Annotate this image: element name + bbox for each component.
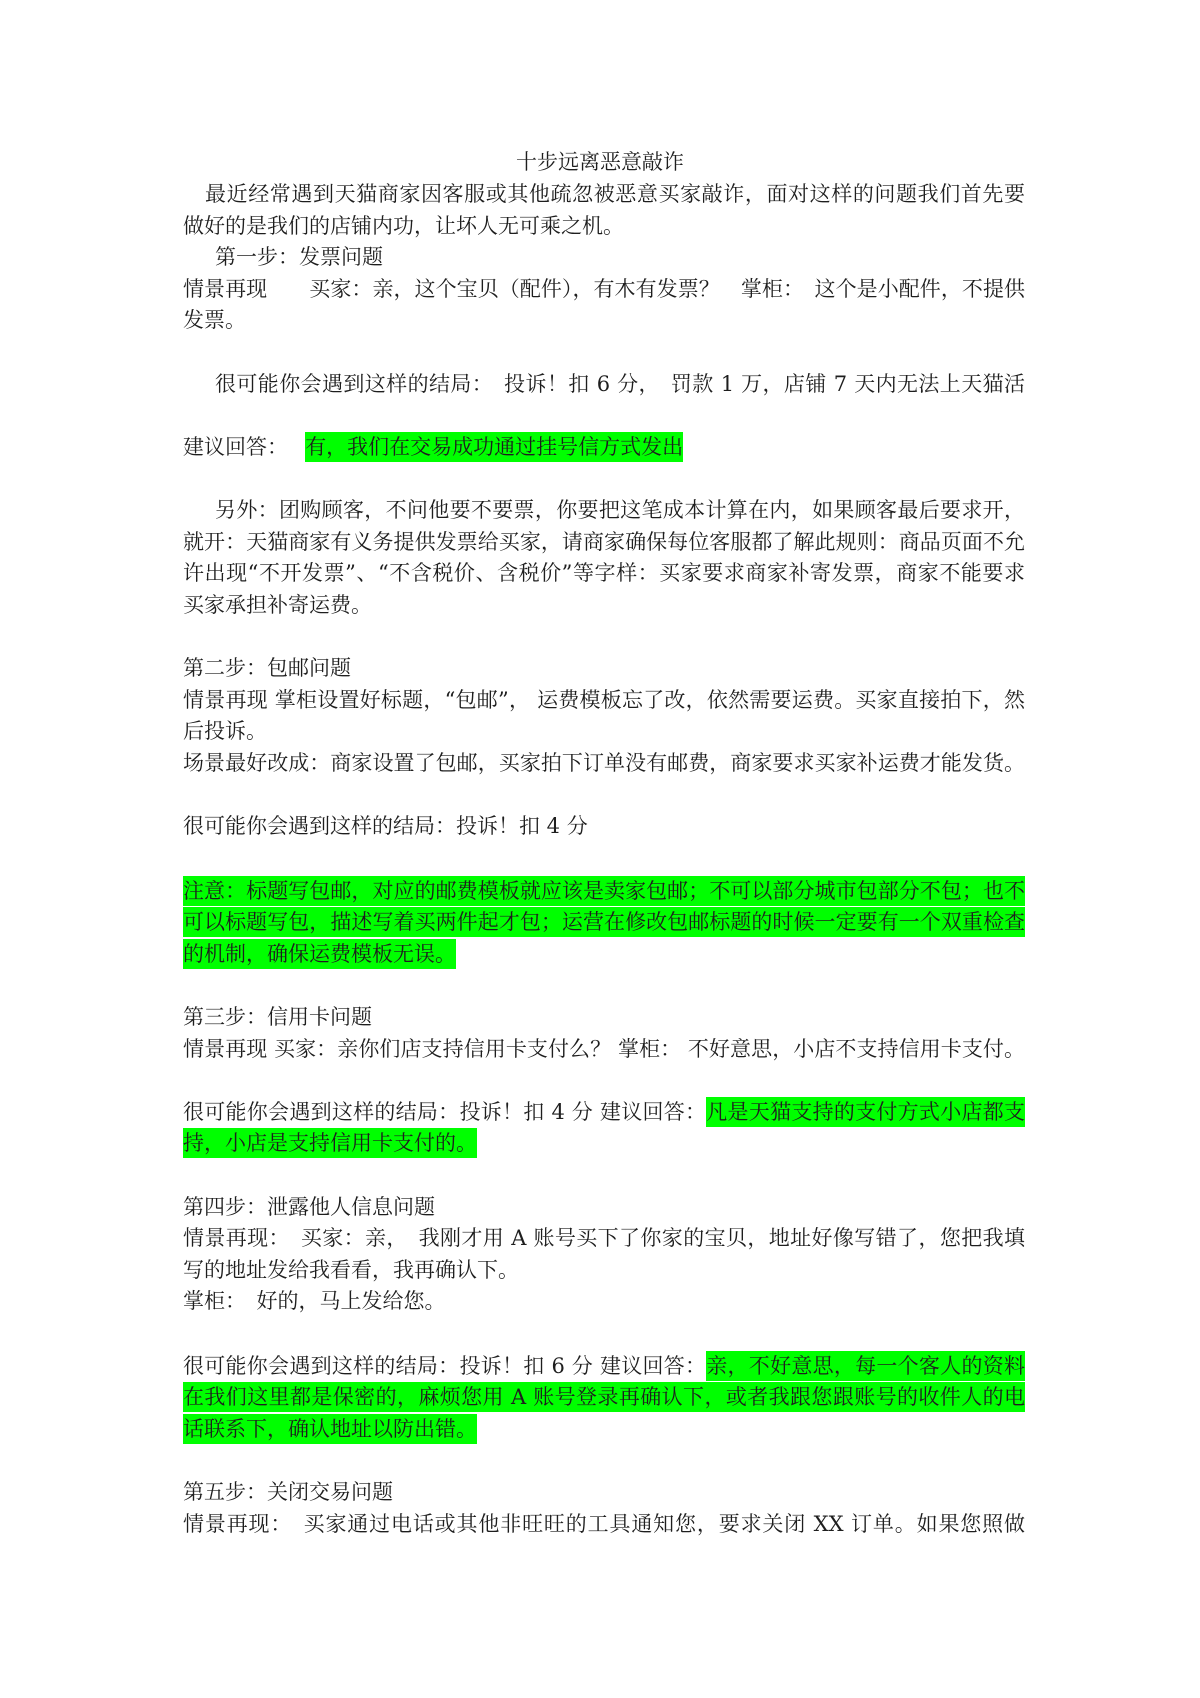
- text-line: [183, 1127, 1025, 1159]
- text-line: [183, 810, 1025, 842]
- text-line: [183, 906, 1025, 938]
- text-line: [183, 1285, 1025, 1317]
- text-line: [183, 1350, 1025, 1382]
- text-segment: 第四步：泄露他人信息问题: [183, 1195, 435, 1219]
- highlighted-text: 在我们这里都是保密的，麻烦您用 A 账号登录再确认下，或者我跟您跟账号的收件人的电: [183, 1382, 1025, 1412]
- text-line: [183, 1381, 1025, 1413]
- highlighted-text: 注意：标题写包邮，对应的邮费模板就应该是卖家包邮；不可以部分城市包部分不包；也不: [183, 876, 1025, 906]
- highlighted-text: 有，我们在交易成功通过挂号信方式发出: [305, 432, 683, 462]
- text-line: [183, 1413, 1025, 1445]
- text-segment: 情景再现 掌柜设置好标题，“包邮”， 运费模板忘了改，依然需要运费。买家直接拍下，然: [183, 688, 1025, 712]
- highlighted-text: 亲，不好意思，每一个客人的资料: [706, 1351, 1025, 1381]
- highlighted-text: 可以标题写包，描述写着买两件起才包；运营在修改包邮标题的时候一定要有一个双重检查: [183, 907, 1025, 937]
- text-segment: 做好的是我们的店铺内功，让坏人无可乘之机。: [183, 214, 624, 238]
- highlighted-text: 持，小店是支持信用卡支付的。: [183, 1128, 477, 1158]
- text-segment: 很可能你会遇到这样的结局： 投诉！扣 6 分， 罚款 1 万，店铺 7 天内无法上天猫活: [215, 372, 1025, 396]
- text-line: [183, 938, 1025, 970]
- text-segment: 另外：团购顾客，不问他要不要票，你要把这笔成本计算在内，如果顾客最后要求开，: [215, 498, 1025, 522]
- highlighted-text: 话联系下，确认地址以防出错。: [183, 1414, 477, 1444]
- text-line: [183, 875, 1025, 907]
- text-line: [205, 178, 1025, 210]
- text-line: [183, 684, 1025, 716]
- text-line: [183, 431, 1025, 463]
- text-line: [183, 1508, 1025, 1540]
- text-line: [183, 557, 1025, 589]
- text-segment: 买家承担补寄运费。: [183, 593, 372, 617]
- text-segment: 第三步：信用卡问题: [183, 1005, 372, 1029]
- text-line: [215, 494, 1025, 526]
- text-segment: 情景再现： 买家通过电话或其他非旺旺的工具通知您，要求关闭 XX 订单。如果您照做: [183, 1512, 1025, 1536]
- step-heading: [183, 652, 1025, 684]
- text-line: [183, 1033, 1025, 1065]
- text-line: [183, 715, 1025, 747]
- text-line: [183, 210, 1025, 242]
- text-segment: 发票。: [183, 308, 246, 332]
- text-segment: 第五步：关闭交易问题: [183, 1480, 393, 1504]
- text-line: [183, 273, 1025, 305]
- text-line: [183, 747, 1025, 779]
- text-segment: 第一步：发票问题: [215, 245, 383, 269]
- text-segment: 掌柜： 好的，马上发给您。: [183, 1289, 446, 1313]
- text-line: [183, 1096, 1025, 1128]
- text-line: [183, 589, 1025, 621]
- text-segment: 很可能你会遇到这样的结局：投诉！扣 4 分 建议回答：: [183, 1100, 707, 1124]
- text-line: [183, 304, 1025, 336]
- highlighted-text: 的机制，确保运费模板无误。: [183, 939, 456, 969]
- text-segment: 情景再现 买家：亲你们店支持信用卡支付么？ 掌柜： 不好意思，小店不支持信用卡支付。: [183, 1037, 1025, 1061]
- step-heading: [215, 241, 1025, 273]
- text-line: [183, 526, 1025, 558]
- text-segment: 很可能你会遇到这样的结局：投诉！扣 6 分 建议回答：: [183, 1354, 707, 1378]
- text-line: [215, 368, 1025, 400]
- text-segment: 建议回答：: [183, 435, 306, 459]
- text-segment: 许出现“不开发票”、“不含税价、含税价”等字样：买家要求商家补寄发票，商家不能要求: [183, 561, 1025, 585]
- step-heading: [183, 1191, 1025, 1223]
- highlighted-text: 凡是天猫支持的支付方式小店都支: [706, 1097, 1025, 1127]
- step-heading: [183, 1476, 1025, 1508]
- text-segment: 场景最好改成：商家设置了包邮，买家拍下订单没有邮费，商家要求买家补运费才能发货。: [183, 751, 1025, 775]
- text-segment: 写的地址发给我看看，我再确认下。: [183, 1258, 519, 1282]
- text-line: [183, 1254, 1025, 1286]
- text-segment: 情景再现： 买家：亲， 我刚才用 A 账号买下了你家的宝贝，地址好像写错了，您把我填: [183, 1226, 1025, 1250]
- document-title: 十步远离恶意敲诈: [516, 150, 684, 174]
- step-heading: [183, 1001, 1025, 1033]
- text-segment: 很可能你会遇到这样的结局：投诉！扣 4 分: [183, 814, 588, 838]
- text-segment: 后投诉。: [183, 719, 267, 743]
- text-line: [183, 1222, 1025, 1254]
- text-segment: 最近经常遇到天猫商家因客服或其他疏忽被恶意买家敲诈，面对这样的问题我们首先要: [205, 182, 1025, 206]
- text-segment: 就开：天猫商家有义务提供发票给买家，请商家确保每位客服都了解此规则：商品页面不允: [183, 530, 1025, 554]
- text-segment: 情景再现 买家：亲，这个宝贝（配件），有木有发票？ 掌柜： 这个是小配件，不提供: [183, 277, 1025, 301]
- text-segment: 第二步：包邮问题: [183, 656, 351, 680]
